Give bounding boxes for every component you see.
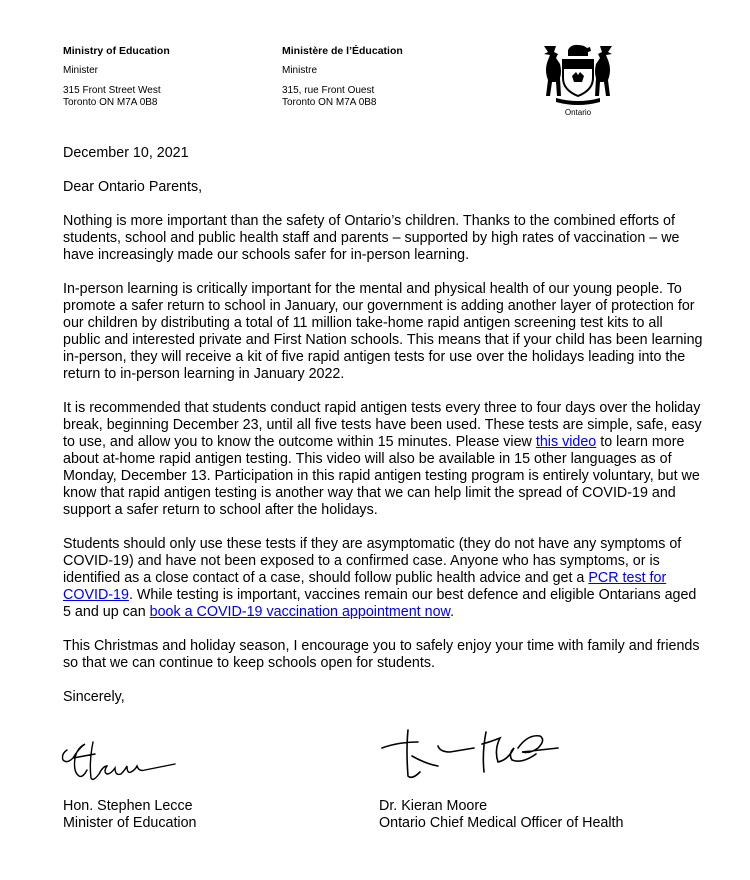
coat-of-arms-icon [536, 40, 620, 108]
crest-label: Ontario [564, 108, 592, 117]
paragraph-5: This Christmas and holiday season, I encourage you to safely enjoy your time with family and friends so that we can continue to keep schools open for students. [63, 638, 700, 671]
vaccination-appointment-link[interactable]: book a COVID-19 vaccination appointment now [149, 604, 451, 620]
signature-kieran-moore [378, 722, 578, 787]
paragraph-3-text-b: to learn more about at-home rapid antigen testing. This video will also be available in 15 other languages as of Monday, December 13. Participation in this rapid antigen testing program is entirely voluntary, but we know that rapid antigen testing is another way that we can help limit the spread of COVID-19 and support a safer return to school after the holidays. [63, 434, 700, 518]
signer-left-name: Hon. Stephen Lecce [63, 798, 193, 814]
this-video-link[interactable]: this video [535, 434, 597, 450]
paragraph-4-text-c: . [450, 604, 455, 620]
signer-left-title: Minister of Education [63, 815, 197, 831]
letterhead-english [63, 45, 170, 109]
letter-date: December 10, 2021 [63, 145, 189, 161]
address-line2-fr: Toronto ON M7A 0B8 [282, 97, 377, 108]
address-line2-en: Toronto ON M7A 0B8 [63, 97, 158, 108]
salutation: Dear Ontario Parents, [63, 179, 203, 195]
signer-right-title: Ontario Chief Medical Officer of Health [379, 815, 624, 831]
ministry-name-fr: Ministère de l’Éducation [282, 45, 403, 57]
paragraph-1: Nothing is more important than the safety of Ontario’s children. Thanks to the combined efforts of students, school and public health staff and parents – supported by high rates of vaccination – we have increasingly made our schools safer for in-person learning. [63, 213, 680, 263]
letterhead-french [282, 45, 403, 109]
paragraph-3-text-a: It is recommended that students conduct rapid antigen tests every three to four days over the holiday break, beginning December 23, until all five tests have been used. These tests are simple, safe, easy to use, and allow you to know the outcome within 15 minutes. Please view [63, 400, 702, 450]
closing: Sincerely, [63, 689, 125, 705]
letter-body [63, 145, 703, 723]
signer-right [379, 798, 623, 832]
paragraph-4-text-a: Students should only use these tests if they are asymptomatic (they do not have any symptoms of COVID-19) and have not been exposed to a confirmed case. Anyone who has symptoms, or is identified as a close contact of a case, should follow public health advice and get a [63, 536, 682, 586]
signer-left [63, 798, 197, 832]
paragraph-3 [63, 400, 703, 519]
address-line1-fr: 315, rue Front Ouest [282, 85, 375, 96]
address-line1-en: 315 Front Street West [63, 85, 161, 96]
signature-stephen-lecce [53, 728, 213, 788]
minister-title-fr: Ministre [282, 65, 318, 76]
signer-right-name: Dr. Kieran Moore [379, 798, 488, 814]
paragraph-4 [63, 536, 703, 621]
minister-title-en: Minister [63, 65, 99, 76]
paragraph-4-text-b: . While testing is important, vaccines remain our best defence and eligible Ontarians aged 5 and up can [63, 587, 697, 620]
ministry-name-en: Ministry of Education [63, 45, 170, 57]
pcr-test-link[interactable]: PCR test for COVID-19 [63, 570, 667, 603]
paragraph-2: In-person learning is critically important for the mental and physical health of our young people. To promote a safer return to school in January, our government is adding another layer of protection for our children by distributing a total of 11 million take-home rapid antigen screening test kits to all public and interested private and First Nation schools. This means that if your child has been learning in-person, they will receive a kit of five rapid antigen tests for use over the holidays leading into the return to in-person learning in January 2022. [63, 281, 703, 382]
ontario-crest-logo [536, 40, 620, 120]
